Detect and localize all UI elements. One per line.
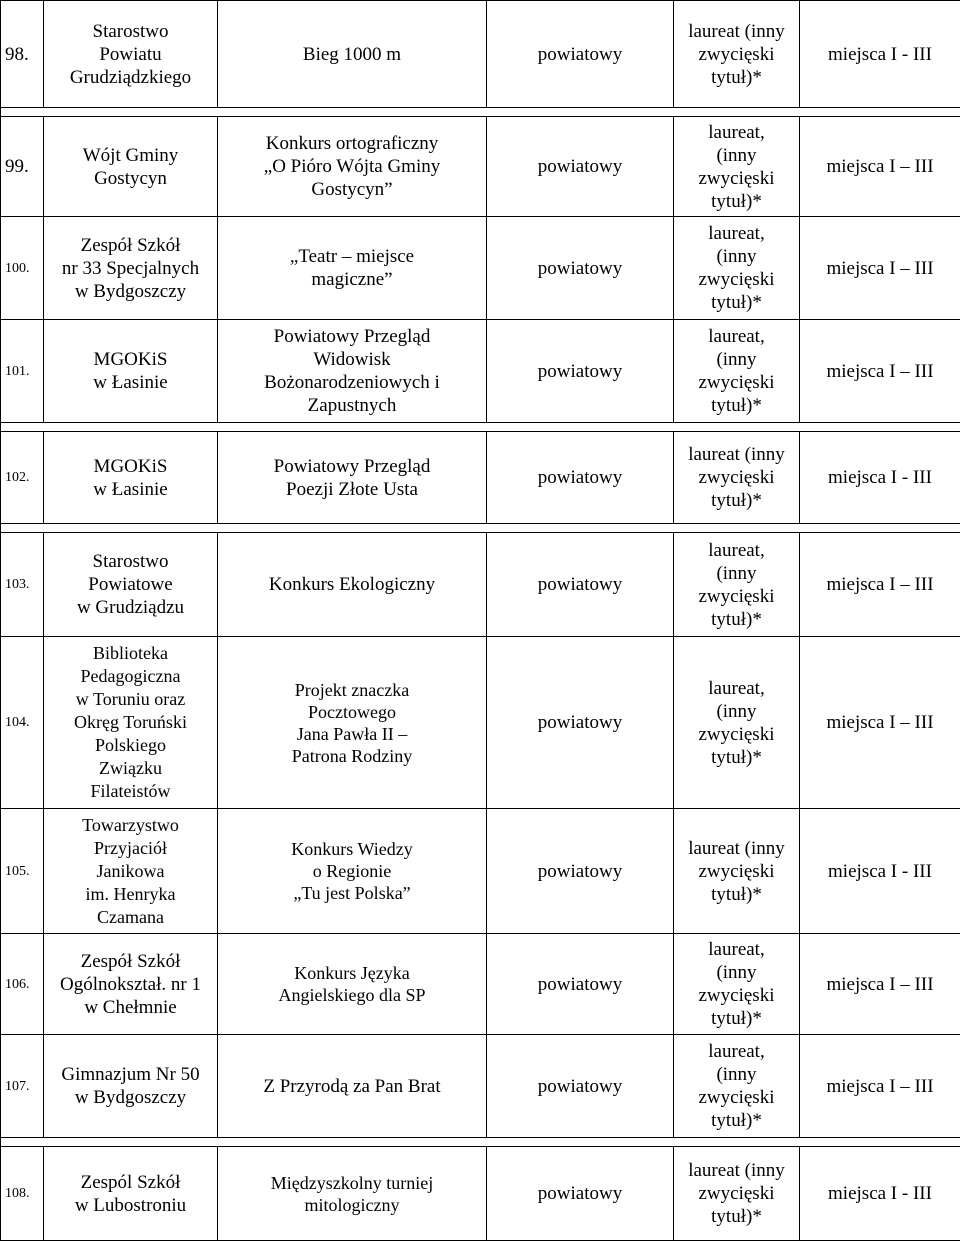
row-number: 104. bbox=[1, 637, 44, 809]
level-cell: powiatowy bbox=[487, 1035, 674, 1138]
table-row bbox=[1, 809, 960, 934]
competition-name-cell: Powiatowy Przegląd Poezji Złote Usta bbox=[218, 432, 487, 524]
title-cell: laureat, (inny zwycięski tytuł)* bbox=[674, 1035, 800, 1138]
competition-name-cell: Konkurs Ekologiczny bbox=[218, 533, 487, 637]
table-row bbox=[1, 1035, 960, 1138]
competition-name-cell: Konkurs Języka Angielskiego dla SP bbox=[218, 934, 487, 1035]
place-cell: miejsca I – III bbox=[800, 637, 960, 809]
organizer-cell: Wójt Gminy Gostycyn bbox=[44, 117, 218, 217]
competition-name-cell: Powiatowy Przegląd Widowisk Bożonarodzeniowych i Zapustnych bbox=[218, 320, 487, 423]
level-cell: powiatowy bbox=[487, 320, 674, 423]
place-cell: miejsca I – III bbox=[800, 533, 960, 637]
title-cell: laureat, (inny zwycięski tytuł)* bbox=[674, 117, 800, 217]
row-separator bbox=[1, 423, 960, 432]
level-cell: powiatowy bbox=[487, 809, 674, 934]
title-cell: laureat, (inny zwycięski tytuł)* bbox=[674, 637, 800, 809]
row-number: 106. bbox=[1, 934, 44, 1035]
organizer-cell: Gimnazjum Nr 50 w Bydgoszczy bbox=[44, 1035, 218, 1138]
title-cell: laureat, (inny zwycięski tytuł)* bbox=[674, 533, 800, 637]
row-number: 102. bbox=[1, 432, 44, 524]
level-cell: powiatowy bbox=[487, 217, 674, 320]
organizer-cell: Zespół Szkół nr 33 Specjalnych w Bydgoszczy bbox=[44, 217, 218, 320]
table-row bbox=[1, 320, 960, 423]
row-number: 98. bbox=[1, 1, 44, 108]
level-cell: powiatowy bbox=[487, 934, 674, 1035]
level-cell: powiatowy bbox=[487, 637, 674, 809]
table-row bbox=[1, 1, 960, 108]
competition-name-cell: „Teatr – miejsce magiczne” bbox=[218, 217, 487, 320]
title-cell: laureat (inny zwycięski tytuł)* bbox=[674, 1147, 800, 1241]
place-cell: miejsca I – III bbox=[800, 117, 960, 217]
row-number: 108. bbox=[1, 1147, 44, 1241]
table-row bbox=[1, 432, 960, 524]
row-number: 103. bbox=[1, 533, 44, 637]
level-cell: powiatowy bbox=[487, 1147, 674, 1241]
row-separator bbox=[1, 1138, 960, 1147]
competition-name-cell: Konkurs ortograficzny „O Pióro Wójta Gminy Gostycyn” bbox=[218, 117, 487, 217]
place-cell: miejsca I – III bbox=[800, 1035, 960, 1138]
title-cell: laureat (inny zwycięski tytuł)* bbox=[674, 809, 800, 934]
organizer-cell: MGOKiS w Łasinie bbox=[44, 320, 218, 423]
organizer-cell: Starostwo Powiatowe w Grudziądzu bbox=[44, 533, 218, 637]
level-cell: powiatowy bbox=[487, 1, 674, 108]
row-number: 99. bbox=[1, 117, 44, 217]
organizer-cell: Zespół Szkół Ogólnokształ. nr 1 w Chełmnie bbox=[44, 934, 218, 1035]
table-row bbox=[1, 533, 960, 637]
title-cell: laureat (inny zwycięski tytuł)* bbox=[674, 1, 800, 108]
level-cell: powiatowy bbox=[487, 432, 674, 524]
place-cell: miejsca I - III bbox=[800, 1147, 960, 1241]
table-row bbox=[1, 117, 960, 217]
competition-name-cell: Bieg 1000 m bbox=[218, 1, 487, 108]
table-row bbox=[1, 1147, 960, 1241]
organizer-cell: Biblioteka Pedagogiczna w Toruniu oraz Okręg Toruński Polskiego Związku Filateistów bbox=[44, 637, 218, 809]
title-cell: laureat, (inny zwycięski tytuł)* bbox=[674, 217, 800, 320]
competition-name-cell: Projekt znaczka Pocztowego Jana Pawła II – Patrona Rodziny bbox=[218, 637, 487, 809]
title-cell: laureat, (inny zwycięski tytuł)* bbox=[674, 934, 800, 1035]
organizer-cell: MGOKiS w Łasinie bbox=[44, 432, 218, 524]
organizer-cell: Zespól Szkół w Lubostroniu bbox=[44, 1147, 218, 1241]
place-cell: miejsca I – III bbox=[800, 217, 960, 320]
row-separator bbox=[1, 524, 960, 533]
place-cell: miejsca I - III bbox=[800, 432, 960, 524]
organizer-cell: Starostwo Powiatu Grudziądzkiego bbox=[44, 1, 218, 108]
row-number: 100. bbox=[1, 217, 44, 320]
row-separator bbox=[1, 108, 960, 117]
table-row bbox=[1, 934, 960, 1035]
place-cell: miejsca I - III bbox=[800, 809, 960, 934]
title-cell: laureat, (inny zwycięski tytuł)* bbox=[674, 320, 800, 423]
competition-name-cell: Z Przyrodą za Pan Brat bbox=[218, 1035, 487, 1138]
title-cell: laureat (inny zwycięski tytuł)* bbox=[674, 432, 800, 524]
level-cell: powiatowy bbox=[487, 117, 674, 217]
competition-name-cell: Międzyszkolny turniej mitologiczny bbox=[218, 1147, 487, 1241]
place-cell: miejsca I – III bbox=[800, 320, 960, 423]
row-number: 105. bbox=[1, 809, 44, 934]
table-row bbox=[1, 637, 960, 809]
level-cell: powiatowy bbox=[487, 533, 674, 637]
row-number: 101. bbox=[1, 320, 44, 423]
row-number: 107. bbox=[1, 1035, 44, 1138]
organizer-cell: Towarzystwo Przyjaciół Janikowa im. Henryka Czamana bbox=[44, 809, 218, 934]
competition-name-cell: Konkurs Wiedzy o Regionie „Tu jest Polska” bbox=[218, 809, 487, 934]
place-cell: miejsca I - III bbox=[800, 1, 960, 108]
place-cell: miejsca I – III bbox=[800, 934, 960, 1035]
table-row bbox=[1, 217, 960, 320]
